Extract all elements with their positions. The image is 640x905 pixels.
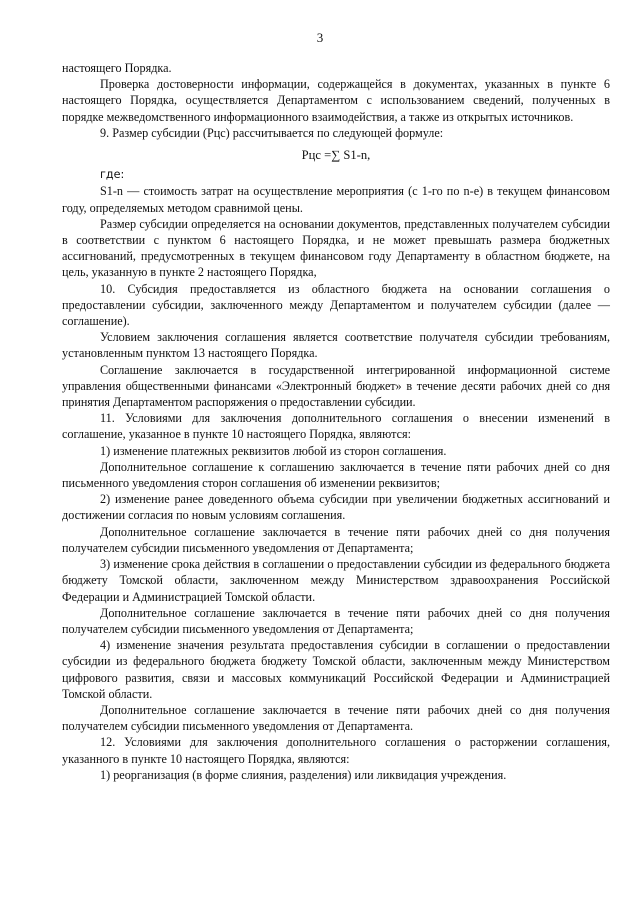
paragraph-additional-agreement-4: Дополнительное соглашение заключается в течение пяти рабочих дней со дня получения получателем субсидии письменного уведомления от Департамента. [62,702,610,734]
list-item-11-2: 2) изменение ранее доведенного объема субсидии при увеличении бюджетных ассигнований и достижении согласия по новым условиям соглашения. [62,492,610,523]
paragraph-continuation: настоящего Порядка. [62,61,172,75]
list-item-11-1: 1) изменение платежных реквизитов любой из сторон соглашения. [100,443,447,458]
subsidy-formula: Рцс =∑ S1-n, [301,148,371,163]
paragraph-item-11: 11. Условиями для заключения дополнительного соглашения о внесении изменений в соглашение, указанное в пункте 10 настоящего Порядка, являются: [62,411,610,442]
document-body [62,60,610,783]
paragraph-item-12: 12. Условиями для заключения дополнительного соглашения о расторжении соглашения, указанного в пункте 10 настоящего Порядка, являются: [62,735,610,766]
paragraph-subsidy-size: Размер субсидии определяется на основании документов, представленных получателем субсидии в соответствии с пунктом 6 настоящего Порядка, и не может превышать размера бюджетных ассигнований, предусмотренных в текущем финансовом году Департаменту в областном бюджете, на цель, указанную в пункте 2 настоящего Порядка, [62,216,610,280]
paragraph-additional-agreement-3: Дополнительное соглашение заключается в течение пяти рабочих дней со дня получения получателем субсидии письменного уведомления от Департамента; [62,605,610,636]
paragraph-electronic-budget: Соглашение заключается в государственной интегрированной информационной системе управления общественными финансами «Электронный бюджет» в течение десяти рабочих дней со дня принятия Департаментом распоряжения о предоставлении субсидии. [62,362,610,410]
page-number: 3 [316,30,324,45]
paragraph-verification: Проверка достоверности информации, содержащейся в документах, указанных в пункте 6 настоящего Порядка, осуществляется Департаментом с использованием сведений, полученных в порядке межведомственного информационного взаимодействия, а также из открытых источников. [62,77,610,124]
list-item-12-1: 1) реорганизация (в форме слияния, разделения) или ликвидация учреждения. [100,767,507,782]
paragraph-item-9: 9. Размер субсидии (Рцс) рассчитывается по следующей формуле: [100,125,444,140]
paragraph-agreement-condition: Условием заключения соглашения является соответствие получателя субсидии требованиям, установленным пунктом 13 настоящего Порядка. [62,330,610,361]
list-item-11-3: 3) изменение срока действия в соглашении о предоставлении субсидии из федерального бюджета бюджету Томской области, заключенном между Министерством здравоохранения Российской Федерации и Администрацией Томской области. [62,557,610,604]
list-item-11-4: 4) изменение значения результата предоставления субсидии в соглашении о предоставлении субсидии из федерального бюджета бюджету Томской области, заключенным между Министерством цифрового развития, связи и массовых коммуникаций Российской Федерации и Администрацией Томской области. [62,638,610,701]
formula-where-label: где: [100,168,125,182]
paragraph-additional-agreement-1: Дополнительное соглашение к соглашению заключается в течение пяти рабочих дней со дня письменного уведомления сторон соглашения об изменении реквизитов; [62,459,610,491]
paragraph-additional-agreement-2: Дополнительное соглашение заключается в течение пяти рабочих дней со дня получения получателем субсидии письменного уведомления от Департамента; [62,524,610,555]
formula-definition: S1-n — стоимость затрат на осуществление мероприятия (с 1-го по n-е) в текущем финансовом году, определяемых методом сравнимой цены. [62,184,610,215]
paragraph-item-10: 10. Субсидия предоставляется из областного бюджета на основании соглашения о предоставлении субсидии, заключенного между Департаментом и получателем субсидии (далее — соглашение). [62,281,610,329]
